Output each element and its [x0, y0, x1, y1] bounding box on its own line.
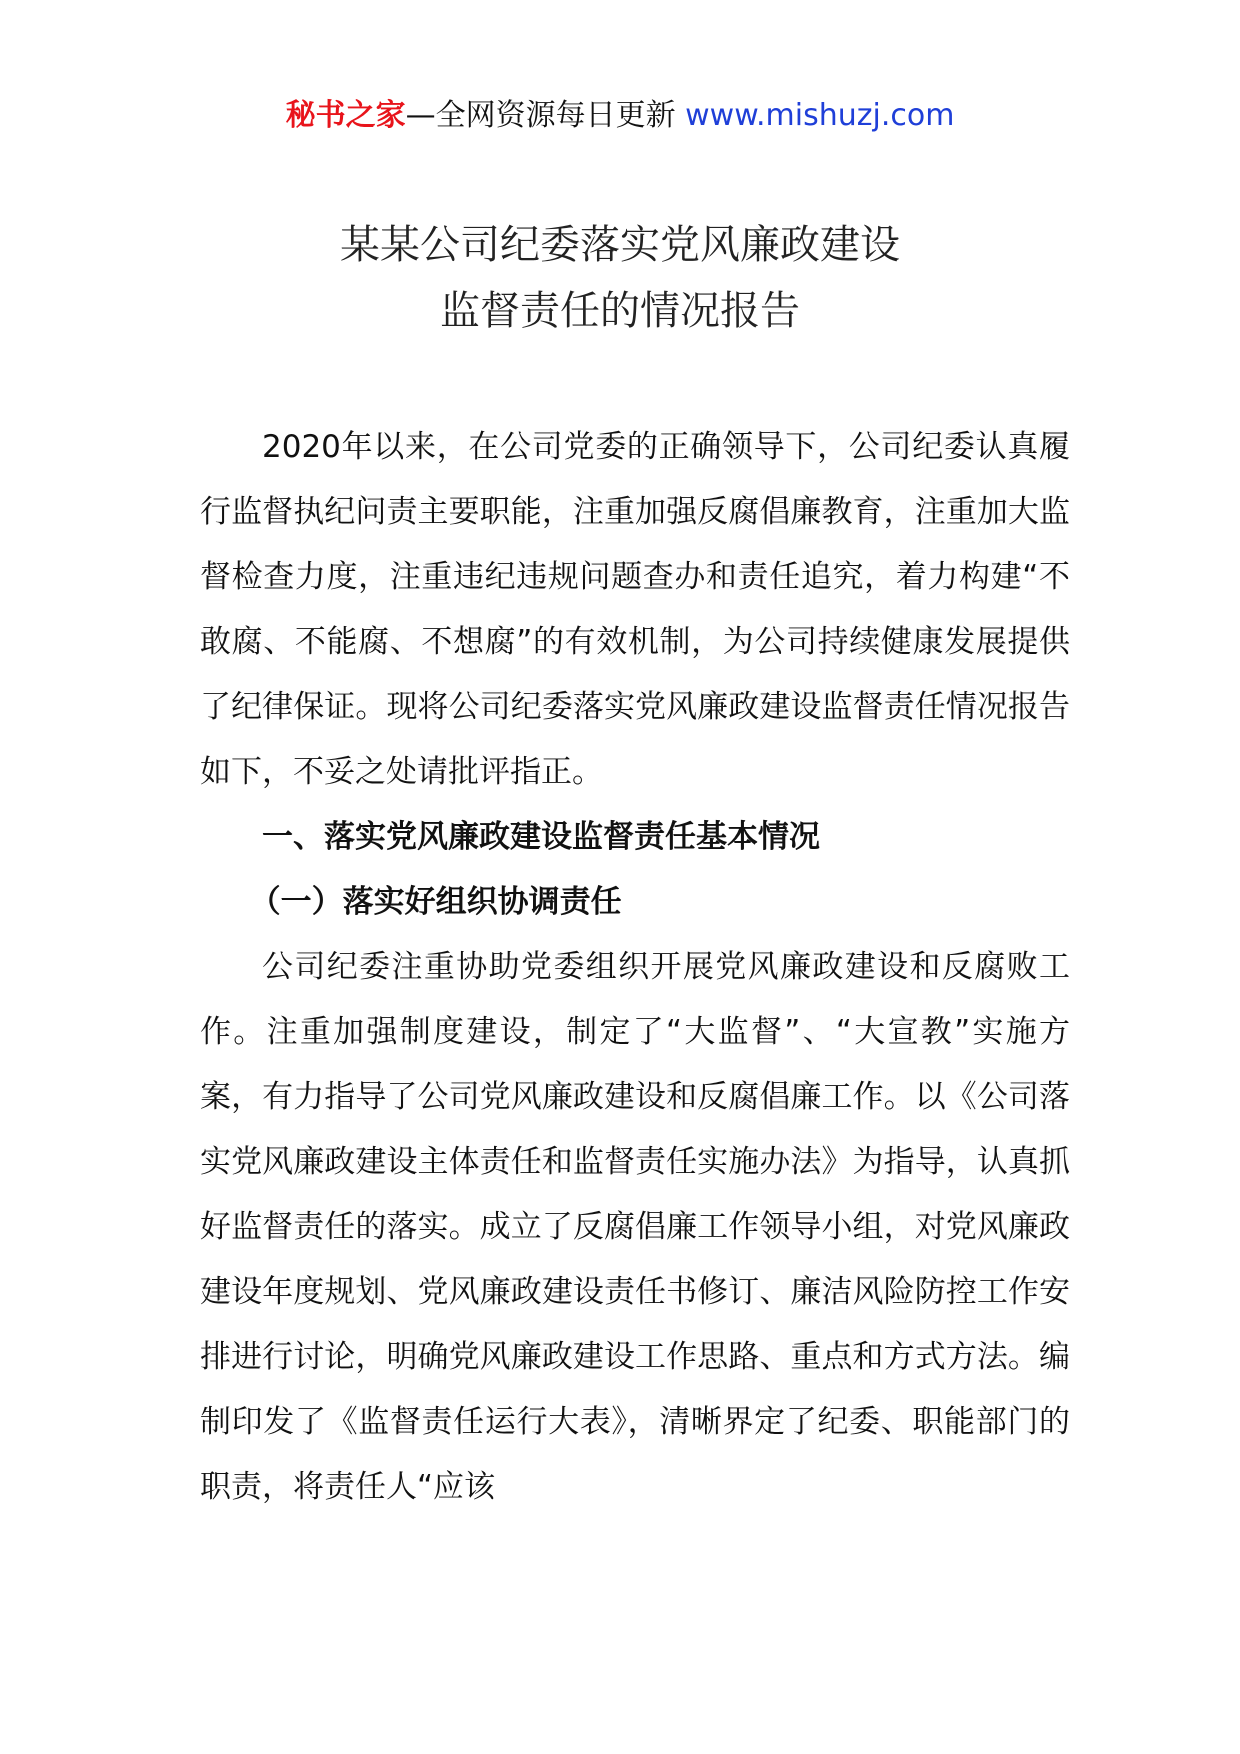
section-paragraph: 公司纪委注重协助党委组织开展党风廉政建设和反腐败工作。注重加强制度建设，制定了“大监督”、“大宣教”实施方案，有力指导了公司党风廉政建设和反腐倡廉工作。以《公司落实党风廉政建设主体责任和监督责任实施办法》为指导，认真抓好监督责任的落实。成立了反腐倡廉工作领导小组，对党风廉政建设年度规划、党风廉政建设责任书修订、廉洁风险防控工作安排进行讨论，明确党风廉政建设工作思路、重点和方式方法。编制印发了《监督责任运行大表》，清晰界定了纪委、职能部门的职责，将责任人“应该 — [200, 949, 1070, 1505]
site-slogan: —全网资源每日更新 — [405, 98, 676, 133]
site-header — [0, 96, 1240, 136]
site-url-link[interactable]: www.mishuzj.com — [685, 98, 955, 133]
section-subheading: （一）落实好组织协调责任 — [249, 884, 622, 920]
intro-paragraph: 2020年以来，在公司党委的正确领导下，公司纪委认真履行监督执纪问责主要职能，注重加强反腐倡廉教育，注重加大监督检查力度，注重违纪违规问题查办和责任追究，着力构建“不敢腐、不能腐、不想腐”的有效机制，为公司持续健康发展提供了纪律保证。现将公司纪委落实党风廉政建设监督责任情况报告如下，不妥之处请批评指正。 — [200, 429, 1070, 790]
document-title — [0, 212, 1240, 344]
title-line-1: 某某公司纪委落实党风廉政建设 — [340, 222, 900, 268]
section-heading: 一、落实党风廉政建设监督责任基本情况 — [262, 819, 820, 855]
document-body — [200, 415, 1070, 1520]
title-line-2: 监督责任的情况报告 — [440, 288, 800, 334]
site-brand: 秘书之家 — [285, 98, 406, 133]
